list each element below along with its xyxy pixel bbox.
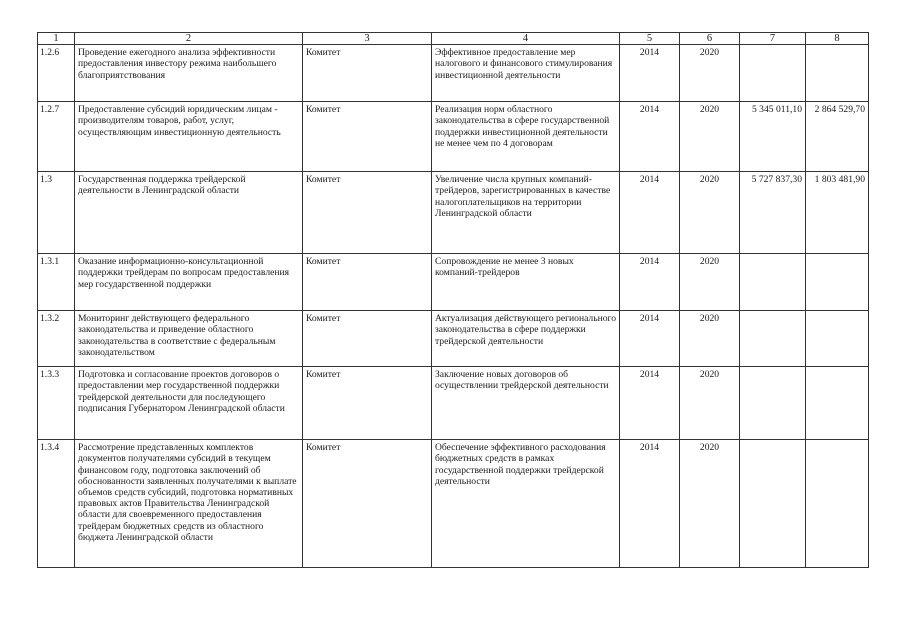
activity-name: Рассмотрение представленных комплектов документов получателями субсидий в текущем финансовом году, подготовка заключений об обоснованности заявленных получателями к выплате объемов средств субсидий, подготовка нормативных правовых актов Правительства Ленинградской области для своевременного предоставления трейдерам бюджетных средств из областного бюджета Ленинградской области [75,440,303,568]
executor: Комитет [303,440,432,568]
activity-name: Подготовка и согласование проектов договоров о предоставлении мер государственной поддержки трейдерской деятельности для последующего подписания Губернатором Ленинградской области [75,367,303,440]
table-row [38,311,869,367]
expected-result: Актуализация действующего регионального законодательства в сфере поддержки трейдерской деятельности [432,311,620,367]
column-header: 1 [38,33,75,45]
executor: Комитет [303,45,432,102]
end-year: 2020 [680,172,740,254]
amount-col7: 5 727 837,30 [740,172,806,254]
table-row [38,45,869,102]
item-number: 1.3.1 [38,254,75,311]
column-header: 6 [680,33,740,45]
end-year: 2020 [680,102,740,172]
end-year: 2020 [680,254,740,311]
expected-result: Реализация норм областного законодательства в сфере государственной поддержки инвестиционной деятельности не менее чем по 4 договорам [432,102,620,172]
amount-col7 [740,367,806,440]
start-year: 2014 [620,45,680,102]
table-row [38,367,869,440]
expected-result: Сопровождение не менее 3 новых компаний-трейдеров [432,254,620,311]
executor: Комитет [303,254,432,311]
table-row [38,102,869,172]
item-number: 1.3.3 [38,367,75,440]
expected-result: Эффективное предоставление мер налогового и финансового стимулирования инвестиционной деятельности [432,45,620,102]
start-year: 2014 [620,367,680,440]
end-year: 2020 [680,367,740,440]
executor: Комитет [303,172,432,254]
column-header: 3 [303,33,432,45]
amount-col8: 2 864 529,70 [806,102,869,172]
table-row [38,254,869,311]
start-year: 2014 [620,172,680,254]
executor: Комитет [303,367,432,440]
activity-name: Проведение ежегодного анализа эффективности предоставления инвестору режима наибольшего благоприятствования [75,45,303,102]
item-number: 1.3.4 [38,440,75,568]
amount-col7: 5 345 011,10 [740,102,806,172]
expected-result: Обеспечение эффективного расходования бюджетных средств в рамках государственной поддержки трейдерской деятельности [432,440,620,568]
amount-col8 [806,254,869,311]
item-number: 1.2.7 [38,102,75,172]
amount-col7 [740,254,806,311]
amount-col7 [740,440,806,568]
amount-col8 [806,311,869,367]
start-year: 2014 [620,102,680,172]
column-number-header-row [38,33,869,45]
amount-col8: 1 803 481,90 [806,172,869,254]
table-row [38,440,869,568]
item-number: 1.3 [38,172,75,254]
activity-name: Предоставление субсидий юридическим лицам - производителям товаров, работ, услуг, осуществляющим инвестиционную деятельность [75,102,303,172]
amount-col8 [806,440,869,568]
end-year: 2020 [680,311,740,367]
column-header: 4 [432,33,620,45]
column-header: 2 [75,33,303,45]
activity-name: Государственная поддержка трейдерской деятельности в Ленинградской области [75,172,303,254]
item-number: 1.2.6 [38,45,75,102]
expected-result: Заключение новых договоров об осуществлении трейдерской деятельности [432,367,620,440]
executor: Комитет [303,102,432,172]
activity-name: Оказание информационно-консультационной поддержки трейдерам по вопросам предоставления мер государственной поддержки [75,254,303,311]
start-year: 2014 [620,440,680,568]
amount-col7 [740,45,806,102]
activity-name: Мониторинг действующего федерального законодательства и приведение областного законодательства в соответствие с федеральным законодательством [75,311,303,367]
start-year: 2014 [620,311,680,367]
program-table-sheet [37,32,868,568]
end-year: 2020 [680,45,740,102]
amount-col7 [740,311,806,367]
column-header: 7 [740,33,806,45]
table-row [38,172,869,254]
end-year: 2020 [680,440,740,568]
executor: Комитет [303,311,432,367]
amount-col8 [806,45,869,102]
expected-result: Увеличение числа крупных компаний-трейдеров, зарегистрированных в качестве налогоплательщиков на территории Ленинградской области [432,172,620,254]
start-year: 2014 [620,254,680,311]
amount-col8 [806,367,869,440]
item-number: 1.3.2 [38,311,75,367]
column-header: 8 [806,33,869,45]
program-activities-table [37,32,869,568]
column-header: 5 [620,33,680,45]
